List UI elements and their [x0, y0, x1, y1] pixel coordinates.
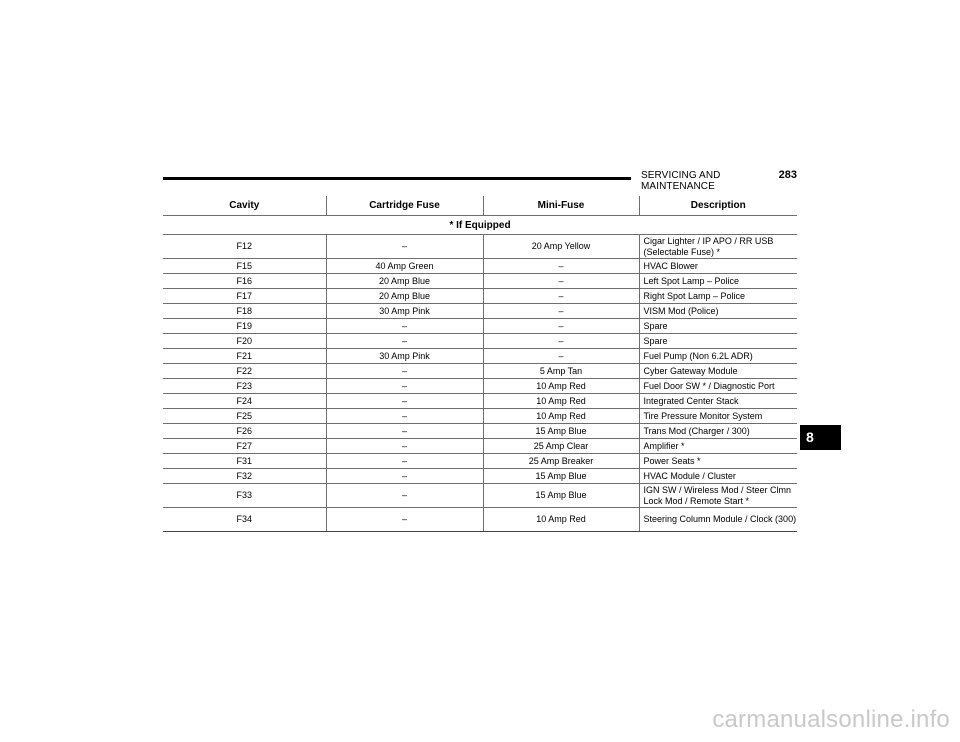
cell-mini-fuse: – — [483, 289, 639, 304]
table-row — [163, 484, 797, 508]
cell-cartridge-fuse: – — [326, 334, 483, 349]
chapter-tab: 8 — [800, 425, 841, 450]
cell-cartridge-fuse: 40 Amp Green — [326, 259, 483, 274]
column-header-cartridge-fuse: Cartridge Fuse — [326, 196, 483, 216]
cell-cavity: F24 — [163, 394, 326, 409]
cell-cartridge-fuse: – — [326, 394, 483, 409]
table-row — [163, 235, 797, 259]
table-row — [163, 394, 797, 409]
cell-cavity: F26 — [163, 424, 326, 439]
table-row — [163, 454, 797, 469]
cell-mini-fuse: 15 Amp Blue — [483, 424, 639, 439]
cell-mini-fuse: 10 Amp Red — [483, 394, 639, 409]
table-header-row — [163, 196, 797, 216]
cell-mini-fuse: 15 Amp Blue — [483, 469, 639, 484]
cell-description: HVAC Blower — [639, 259, 797, 274]
table-row — [163, 259, 797, 274]
cell-description: Trans Mod (Charger / 300) — [639, 424, 797, 439]
table-row — [163, 289, 797, 304]
cell-description: Steering Column Module / Clock (300) — [639, 508, 797, 532]
column-header-cavity: Cavity — [163, 196, 326, 216]
cell-cartridge-fuse: – — [326, 469, 483, 484]
cell-cavity: F23 — [163, 379, 326, 394]
cell-description: VISM Mod (Police) — [639, 304, 797, 319]
cell-cavity: F17 — [163, 289, 326, 304]
cell-cartridge-fuse: – — [326, 319, 483, 334]
cell-cavity: F32 — [163, 469, 326, 484]
cell-cartridge-fuse: – — [326, 439, 483, 454]
table-row — [163, 379, 797, 394]
cell-cavity: F15 — [163, 259, 326, 274]
table-row — [163, 349, 797, 364]
cell-description: Fuel Pump (Non 6.2L ADR) — [639, 349, 797, 364]
cell-cavity: F16 — [163, 274, 326, 289]
table-row — [163, 439, 797, 454]
cell-description: Cyber Gateway Module — [639, 364, 797, 379]
cell-mini-fuse: – — [483, 334, 639, 349]
table-row — [163, 334, 797, 349]
cell-description: IGN SW / Wireless Mod / Steer Clmn Lock Mod / Remote Start * — [639, 484, 797, 508]
cell-mini-fuse: 25 Amp Breaker — [483, 454, 639, 469]
header-rule — [163, 177, 631, 180]
cell-cartridge-fuse: – — [326, 235, 483, 259]
cell-mini-fuse: 10 Amp Red — [483, 409, 639, 424]
cell-description: Left Spot Lamp – Police — [639, 274, 797, 289]
page-header — [163, 169, 797, 192]
cell-cartridge-fuse: – — [326, 424, 483, 439]
cell-description: Spare — [639, 334, 797, 349]
section-title: SERVICING AND MAINTENANCE — [641, 170, 721, 192]
fuse-table-body — [163, 216, 797, 532]
cell-cartridge-fuse: 20 Amp Blue — [326, 274, 483, 289]
cell-cavity: F31 — [163, 454, 326, 469]
cell-cartridge-fuse: – — [326, 409, 483, 424]
cell-cavity: F27 — [163, 439, 326, 454]
cell-cavity: F25 — [163, 409, 326, 424]
column-header-description: Description — [639, 196, 797, 216]
cell-cartridge-fuse: – — [326, 364, 483, 379]
cell-description: Spare — [639, 319, 797, 334]
cell-description: Right Spot Lamp – Police — [639, 289, 797, 304]
cell-cavity: F22 — [163, 364, 326, 379]
cell-mini-fuse: 20 Amp Yellow — [483, 235, 639, 259]
cell-cartridge-fuse: 30 Amp Pink — [326, 304, 483, 319]
cell-mini-fuse: – — [483, 274, 639, 289]
cell-mini-fuse: 5 Amp Tan — [483, 364, 639, 379]
cell-cavity: F33 — [163, 484, 326, 508]
cell-cavity: F21 — [163, 349, 326, 364]
cell-mini-fuse: – — [483, 259, 639, 274]
table-row — [163, 508, 797, 532]
cell-mini-fuse: – — [483, 319, 639, 334]
cell-mini-fuse: – — [483, 349, 639, 364]
cell-mini-fuse: 10 Amp Red — [483, 508, 639, 532]
page-number: 283 — [778, 169, 797, 181]
cell-mini-fuse: 25 Amp Clear — [483, 439, 639, 454]
table-row — [163, 274, 797, 289]
cell-cartridge-fuse: – — [326, 454, 483, 469]
cell-cavity: F34 — [163, 508, 326, 532]
if-equipped-note-row — [163, 216, 797, 235]
table-row — [163, 304, 797, 319]
table-row — [163, 409, 797, 424]
cell-mini-fuse: – — [483, 304, 639, 319]
cell-cavity: F18 — [163, 304, 326, 319]
table-row — [163, 319, 797, 334]
cell-description: Power Seats * — [639, 454, 797, 469]
cell-description: HVAC Module / Cluster — [639, 469, 797, 484]
watermark: carmanualsonline.info — [712, 706, 950, 733]
cell-mini-fuse: 10 Amp Red — [483, 379, 639, 394]
cell-cartridge-fuse: 20 Amp Blue — [326, 289, 483, 304]
cell-description: Integrated Center Stack — [639, 394, 797, 409]
cell-cavity: F20 — [163, 334, 326, 349]
cell-cartridge-fuse: – — [326, 379, 483, 394]
cell-cavity: F12 — [163, 235, 326, 259]
cell-cartridge-fuse: – — [326, 484, 483, 508]
cell-description: Tire Pressure Monitor System — [639, 409, 797, 424]
column-header-mini-fuse: Mini-Fuse — [483, 196, 639, 216]
cell-description: Cigar Lighter / IP APO / RR USB (Selectable Fuse) * — [639, 235, 797, 259]
cell-description: Amplifier * — [639, 439, 797, 454]
cell-cartridge-fuse: 30 Amp Pink — [326, 349, 483, 364]
cell-cavity: F19 — [163, 319, 326, 334]
cell-mini-fuse: 15 Amp Blue — [483, 484, 639, 508]
if-equipped-note: * If Equipped — [163, 216, 797, 235]
cell-cartridge-fuse: – — [326, 508, 483, 532]
cell-description: Fuel Door SW * / Diagnostic Port — [639, 379, 797, 394]
table-row — [163, 424, 797, 439]
fuse-table — [163, 196, 797, 532]
table-row — [163, 364, 797, 379]
table-row — [163, 469, 797, 484]
